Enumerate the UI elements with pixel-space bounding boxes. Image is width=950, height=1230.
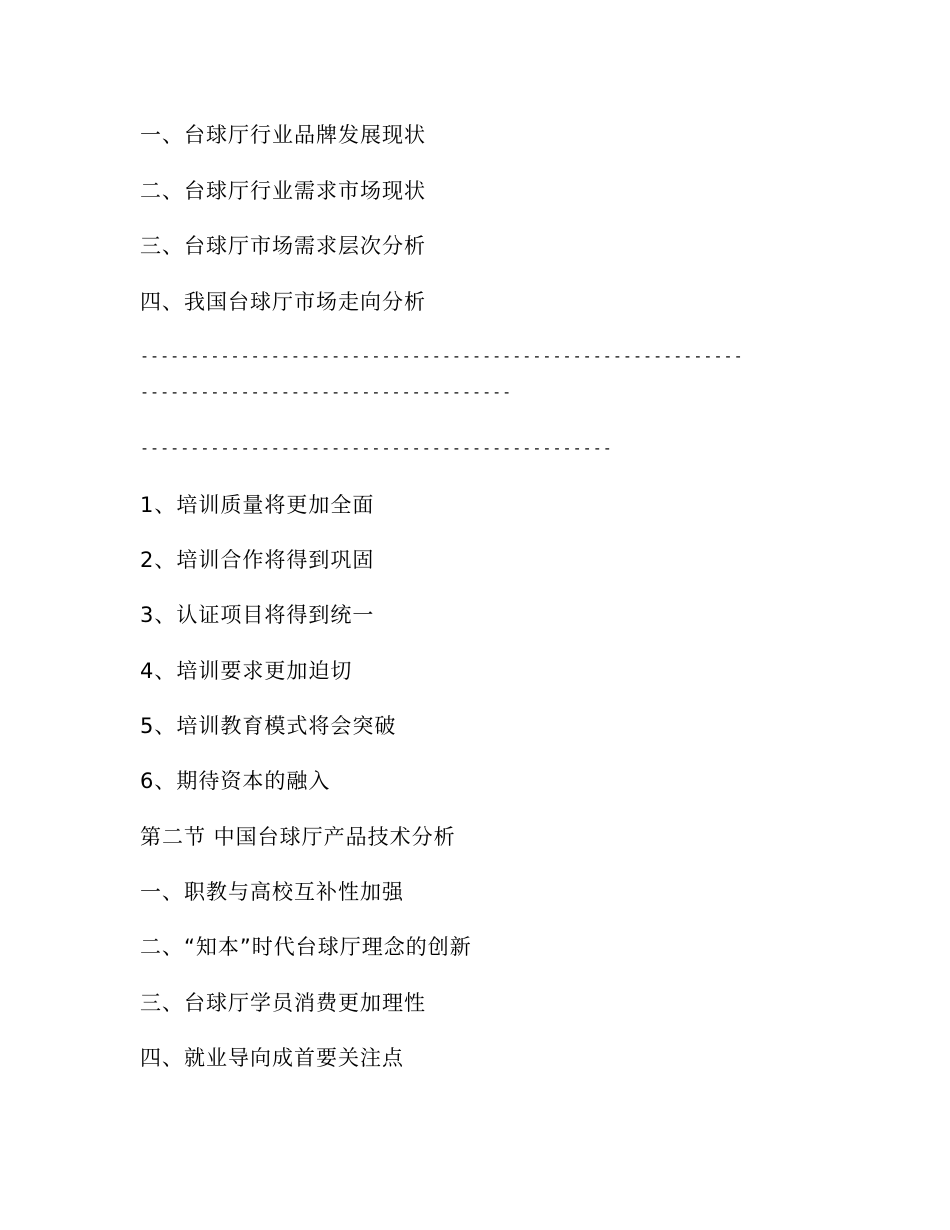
list-item: 1、培训质量将更加全面 <box>140 493 375 517</box>
heading-brand-status: 一、台球厅行业品牌发展现状 <box>140 123 426 147</box>
list-item: 一、职教与高校互补性加强 <box>140 880 404 904</box>
dashed-separator: ----------------------------------------------- <box>140 439 613 457</box>
list-item: 三、台球厅学员消费更加理性 <box>140 991 426 1015</box>
dashed-separator: ------------------------------------------------------------ <box>140 347 744 365</box>
dashed-separator: ------------------------------------- <box>140 383 513 401</box>
heading-demand-level-analysis: 三、台球厅市场需求层次分析 <box>140 234 426 258</box>
list-item: 2、培训合作将得到巩固 <box>140 548 375 572</box>
list-item: 3、认证项目将得到统一 <box>140 603 375 627</box>
list-item: 6、期待资本的融入 <box>140 769 331 793</box>
list-item: 5、培训教育模式将会突破 <box>140 714 397 738</box>
list-item: 二、“知本”时代台球厅理念的创新 <box>140 935 472 959</box>
list-item: 四、就业导向成首要关注点 <box>140 1046 404 1070</box>
heading-demand-market-status: 二、台球厅行业需求市场现状 <box>140 179 426 203</box>
section-title: 第二节 中国台球厅产品技术分析 <box>140 825 456 849</box>
heading-market-trend-analysis: 四、我国台球厅市场走向分析 <box>140 290 426 314</box>
list-item: 4、培训要求更加迫切 <box>140 659 353 683</box>
